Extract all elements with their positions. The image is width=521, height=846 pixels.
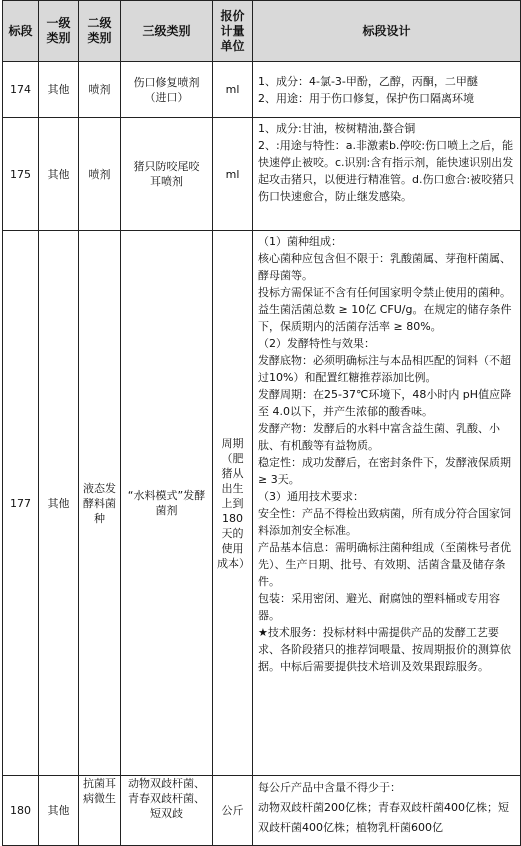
design-line: 1、成分:甘油，桉树精油,螯合铜 (258, 122, 416, 135)
design-line: 核心菌种应包含但不限于：乳酸菌属、芽孢杆菌属、酵母菌等。 (258, 252, 511, 282)
header-design: 标段设计 (253, 1, 521, 62)
level3-cell: “水料模式”发酵菌剂 (121, 231, 213, 776)
unit-cell: 周期（肥猪从出生上到180天的使用成本） (213, 231, 253, 776)
level2-cell: 抗菌耳病微生 (79, 776, 121, 846)
design-line: （2）发酵特性与效果： (258, 337, 375, 350)
header-level1: 一级类别 (39, 1, 79, 62)
design-line: 发酵产物：发酵后的水料中富含益生菌、乳酸、小肽、有机酸等有益物质。 (258, 422, 500, 452)
header-unit: 报价计量单位 (213, 1, 253, 62)
section-cell: 177 (3, 231, 39, 776)
section-cell: 175 (3, 118, 39, 231)
design-cell (253, 776, 521, 846)
table-row (3, 62, 521, 118)
section-cell: 174 (3, 62, 39, 118)
table-row (3, 231, 521, 776)
level1-cell: 其他 (39, 231, 79, 776)
header-level2: 二级类别 (79, 1, 121, 62)
level1-cell: 其他 (39, 118, 79, 231)
header-section: 标段 (3, 1, 39, 62)
design-line: （1）菌种组成： (258, 235, 342, 248)
unit-cell: ml (213, 118, 253, 231)
table-header-row (3, 1, 521, 62)
design-line: 稳定性：成功发酵后，在密封条件下，发酵液保质期 ≥ 3天。 (258, 456, 511, 486)
level2-cell: 液态发酵料菌种 (79, 231, 121, 776)
table-row (3, 776, 521, 846)
level3-cell: 伤口修复喷剂（进口） (121, 62, 213, 118)
design-line: 产品基本信息：需明确标注菌种组成（至菌株号者优先）、生产日期、批号、有效期、活菌含量及储存条件。 (258, 541, 511, 588)
design-line: 投标方需保证不含有任何国家明令禁止使用的菌种。 (258, 286, 511, 299)
design-line: （3）通用技术要求： (258, 490, 364, 503)
design-line: 每公斤产品中含量不得少于： (258, 781, 401, 794)
design-cell (253, 231, 521, 776)
design-line: 发酵底物：必须明确标注与本品相匹配的饲料（不超过10%）和配置红糖推荐添加比例。 (258, 354, 511, 384)
design-line: 发酵周期：在25-37℃环境下，48小时内 pH值应降至 4.0以下，并产生浓郁的酸香味。 (258, 388, 512, 418)
level3-cell: 动物双歧杆菌、青春双歧杆菌、短双歧 (121, 776, 213, 846)
unit-cell: 公斤 (213, 776, 253, 846)
design-line: 益生菌活菌总数 ≥ 10亿 CFU/g。在规定的储存条件下，保质期内的活菌存活率 ≥ 80%。 (258, 303, 512, 333)
design-cell (253, 118, 521, 231)
header-level3: 三级类别 (121, 1, 213, 62)
design-line: 1、成分：4-氯-3-甲酚，乙醇，丙酮，二甲醚 (258, 74, 478, 88)
design-line: 安全性：产品不得检出致病菌，所有成分符合国家饲料添加剂安全标准。 (258, 507, 511, 537)
design-line: ★技术服务：投标材料中需提供产品的发酵工艺要求、各阶段猪只的推荐饲喂量、按周期报价的测算依据。中标后需要提供技术培训及效果跟踪服务。 (258, 626, 511, 673)
unit-cell: ml (213, 62, 253, 118)
design-cell (253, 62, 521, 118)
design-line: 2、用途：用于伤口修复，保护伤口隔离环境 (258, 91, 474, 105)
level1-cell: 其他 (39, 62, 79, 118)
level3-cell: 猪只防咬尾咬耳喷剂 (121, 118, 213, 231)
table-row (3, 118, 521, 231)
level2-cell: 喷剂 (79, 118, 121, 231)
section-cell: 180 (3, 776, 39, 846)
design-line: 2、:用途与特性：a.非激素b.停咬:伤口喷上之后，能快速停止被咬。c.识别:含有指示剂，能快速识别出发起攻击猪只，以便进行精准管。d.伤口愈合:被咬猪只伤口快速愈合，防止继发感染。 (258, 139, 515, 203)
bid-section-table (2, 0, 521, 846)
design-line: 动物双歧杆菌200亿株；青春双歧杆菌400亿株；短双歧杆菌400亿株；植物乳杆菌600亿 (258, 801, 509, 834)
level1-cell: 其他 (39, 776, 79, 846)
level2-cell: 喷剂 (79, 62, 121, 118)
design-line: 包装：采用密闭、避光、耐腐蚀的塑料桶或专用容器。 (258, 592, 500, 622)
